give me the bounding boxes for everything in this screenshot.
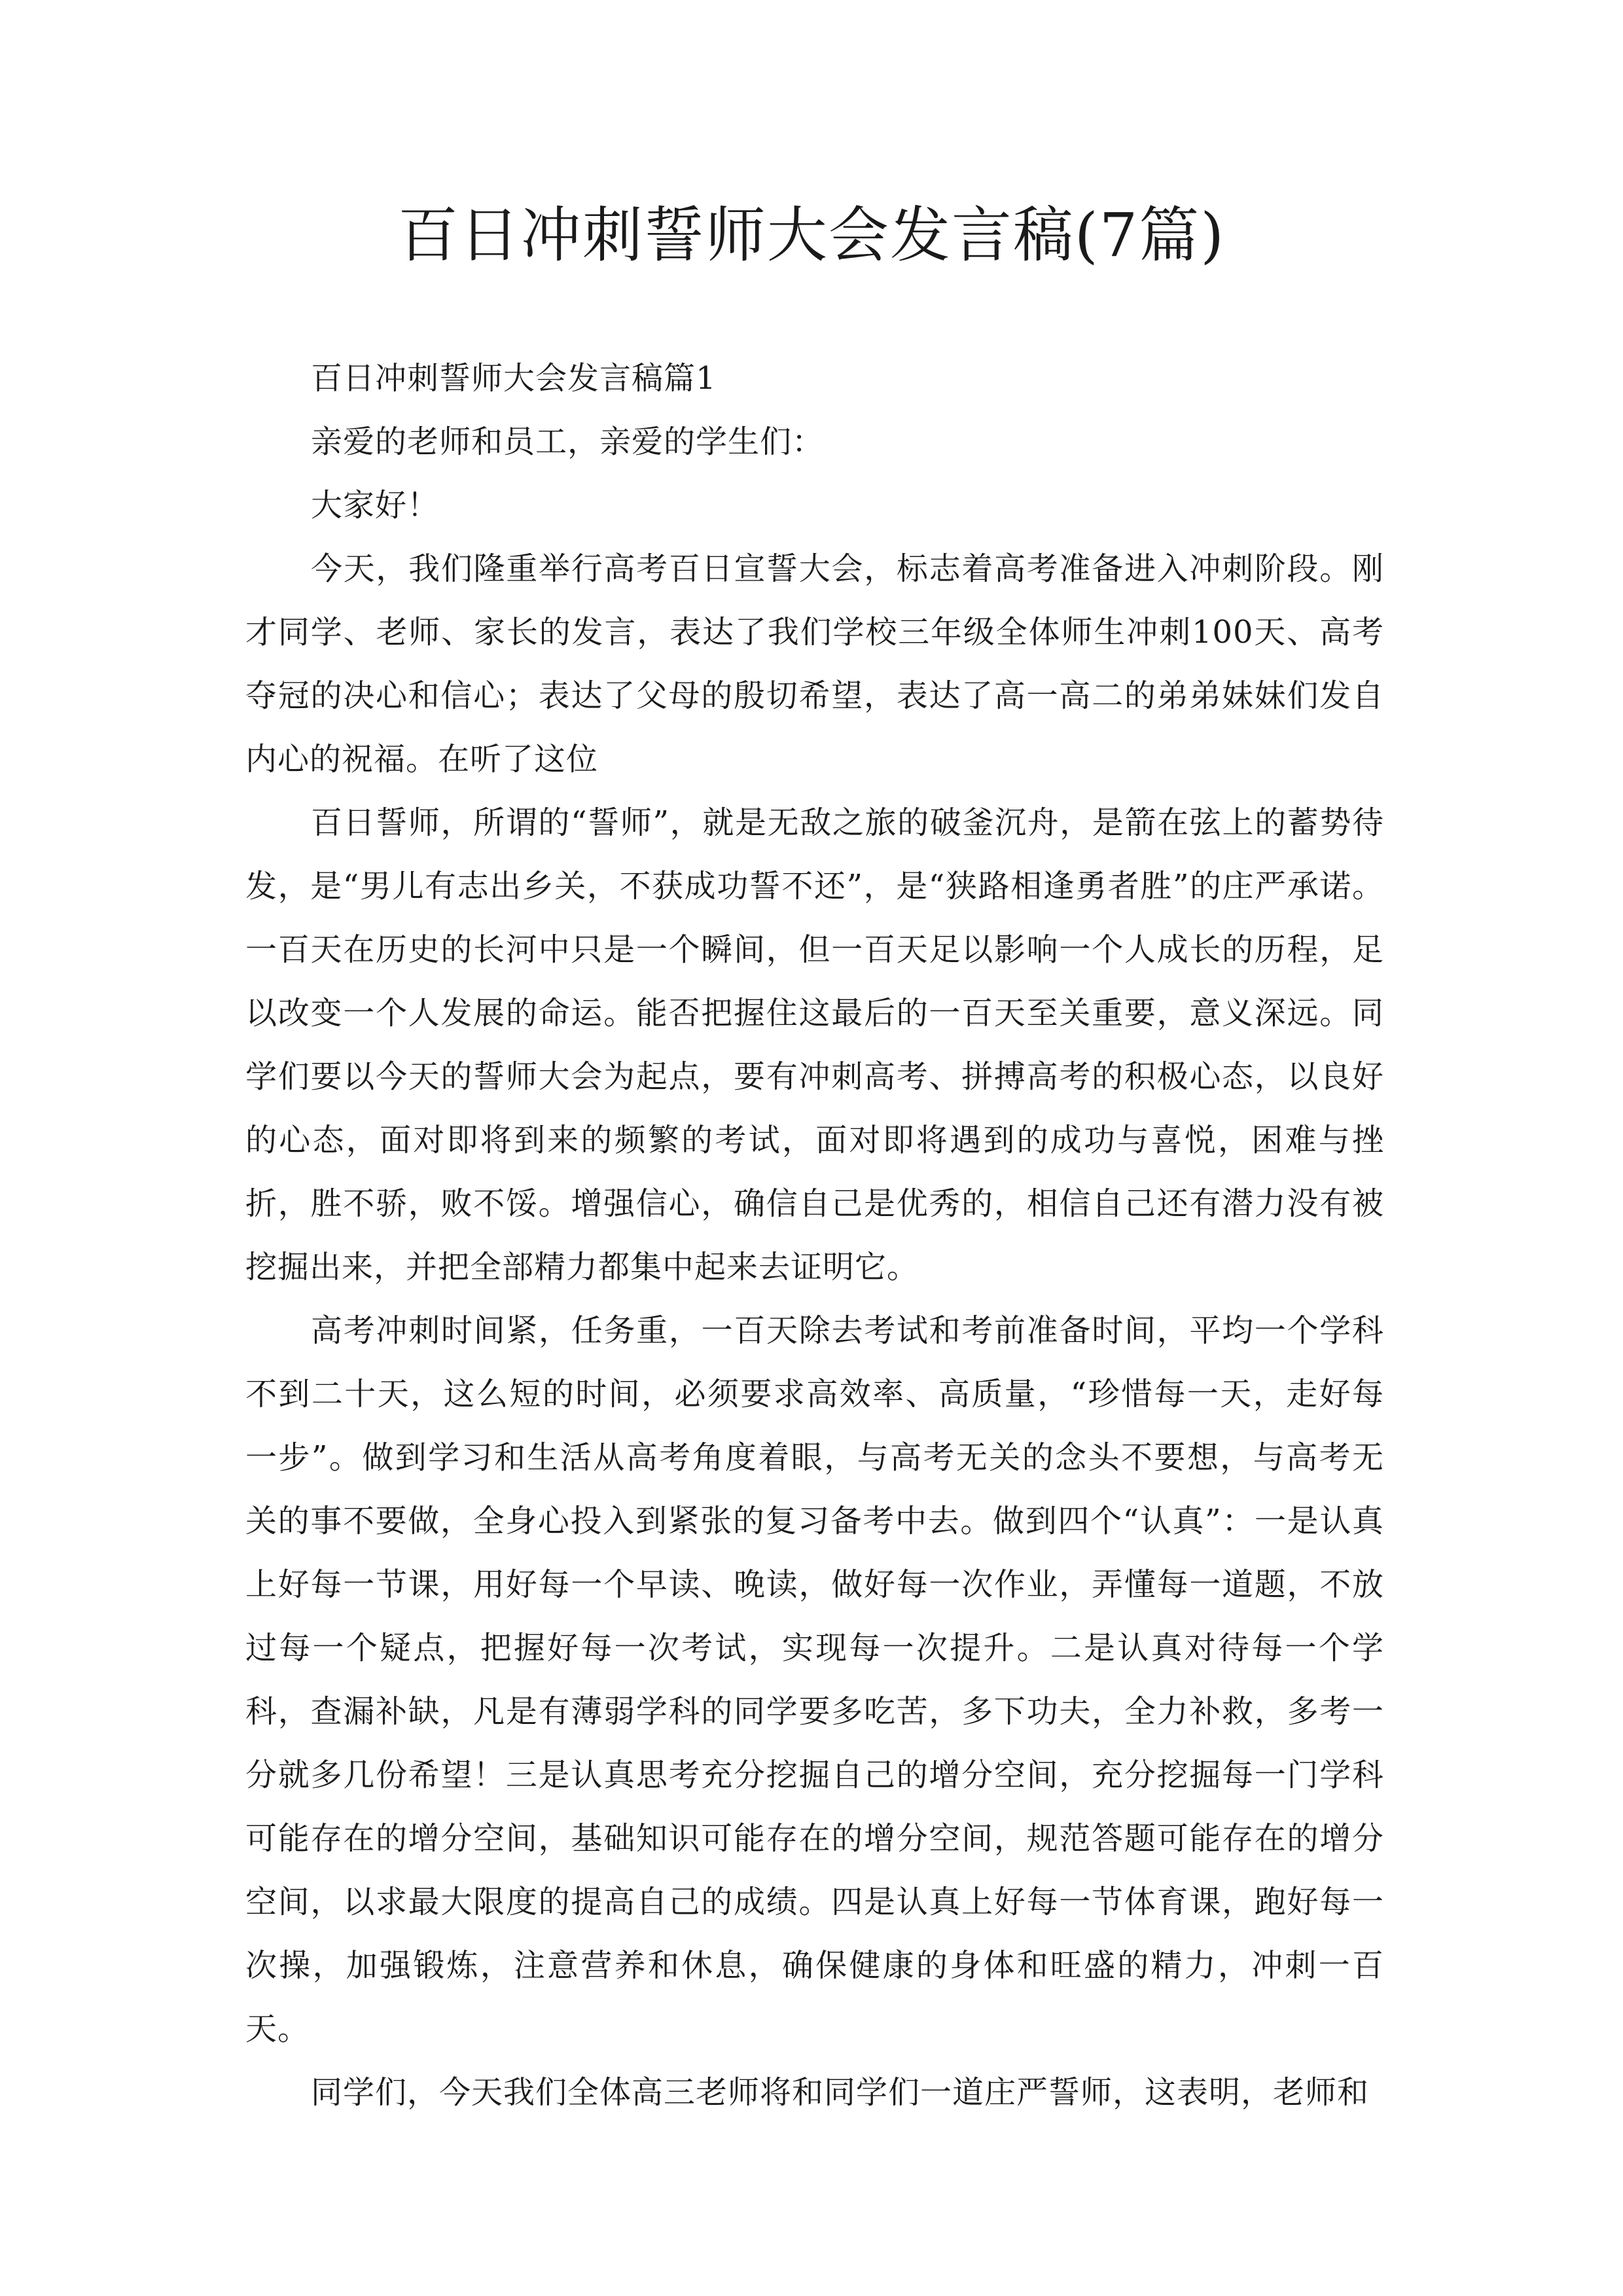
body-paragraph: 今天，我们隆重举行高考百日宣誓大会，标志着高考准备进入冲刺阶段。刚才同学、老师、家长的发言，表达了我们学校三年级全体师生冲刺100天、高考夺冠的决心和信心；表达了父母的殷切希望，表达了高一高二的弟弟妹妹们发自内心的祝福。在听了这位 [245,550,1384,778]
greeting: 大家好！ [311,487,440,524]
document-body [245,347,1384,2125]
body-paragraph: 高考冲刺时间紧，任务重，一百天除去考试和考前准备时间，平均一个学科不到二十天，这么短的时间，必须要求高效率、高质量，“珍惜每一天，走好每一步”。做到学习和生活从高考角度着眼，与高考无关的念头不要想，与高考无关的事不要做，全身心投入到紧张的复习备考中去。做到四个“认真”：一是认真上好每一节课，用好每一个早读、晚读，做好每一次作业，弄懂每一道题，不放过每一个疑点，把握好每一次考试，实现每一次提升。二是认真对待每一个学科，查漏补缺，凡是有薄弱学科的同学要多吃苦，多下功夫，全力补救，多考一分就多几份希望！三是认真思考充分挖掘自己的增分空间，充分挖掘每一门学科可能存在的增分空间，基础知识可能存在的增分空间，规范答题可能存在的增分空间，以求最大限度的提高自己的成绩。四是认真上好每一节体育课，跑好每一次操，加强锻炼，注意营养和休息，确保健康的身体和旺盛的精力，冲刺一百天。 [245,1312,1384,2047]
salutation: 亲爱的老师和员工，亲爱的学生们： [311,423,825,460]
body-paragraph: 同学们，今天我们全体高三老师将和同学们一道庄严誓师，这表明，老师和 [311,2074,1370,2111]
document-title: 百日冲刺誓师大会发言稿(7篇) [397,200,1226,270]
section-heading: 百日冲刺誓师大会发言稿篇1 [311,360,717,397]
body-paragraph: 百日誓师，所谓的“誓师”，就是无敌之旅的破釜沉舟，是箭在弦上的蓄势待发，是“男儿有志出乡关，不获成功誓不还”，是“狭路相逢勇者胜”的庄严承诺。一百天在历史的长河中只是一个瞬间，但一百天足以影响一个人成长的历程，足以改变一个人发展的命运。能否把握住这最后的一百天至关重要，意义深远。同学们要以今天的誓师大会为起点，要有冲刺高考、拼搏高考的积极心态，以良好的心态，面对即将到来的频繁的考试，面对即将遇到的成功与喜悦，困难与挫折，胜不骄，败不馁。增强信心，确信自己是优秀的，相信自己还有潜力没有被挖掘出来，并把全部精力都集中起来去证明它。 [245,804,1384,1285]
